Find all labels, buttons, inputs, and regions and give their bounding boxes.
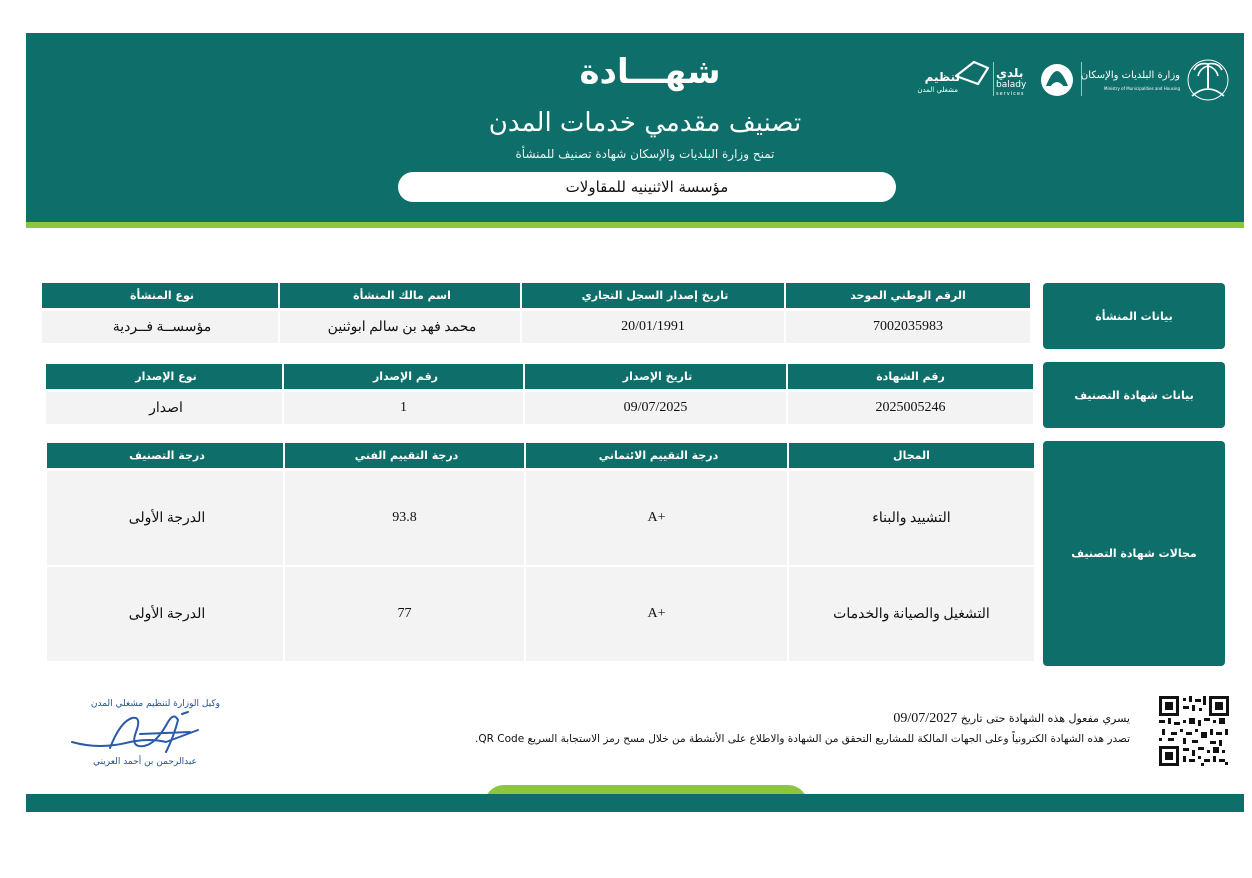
fields-table xyxy=(47,443,1034,661)
footer-band xyxy=(26,794,1244,812)
technical-score-value: 77 xyxy=(285,567,526,661)
fields-section-label: مجالات شهادة التصنيف xyxy=(1043,441,1225,666)
validity-text: يسري مفعول هذه الشهادة حتى تاريخ xyxy=(960,712,1130,725)
validity-statement xyxy=(700,711,1130,727)
entity-name: مؤسسة الاثنينيه للمقاولات xyxy=(398,172,896,202)
logo-divider xyxy=(993,62,994,96)
field-value: التشييد والبناء xyxy=(789,471,1034,567)
tanzeem-logo xyxy=(910,56,990,100)
credit-score-value: A+ xyxy=(526,567,789,661)
ministry-logo xyxy=(1080,58,1238,102)
header-certificate-number: رقم الشهادة xyxy=(788,364,1033,392)
issue-type-value: اصدار xyxy=(46,392,284,424)
qr-code-icon[interactable] xyxy=(1159,696,1229,766)
credit-score-value: A+ xyxy=(526,471,789,567)
ministry-name-en: Ministry of Municipalities and Housing xyxy=(1104,86,1180,91)
header-issue-date: تاريخ الإصدار xyxy=(525,364,788,392)
table-header-row xyxy=(46,364,1033,392)
certificate-table xyxy=(46,364,1033,424)
palm-swords-emblem-icon xyxy=(1186,58,1230,102)
header-classification-grade: درجة التصنيف xyxy=(47,443,285,471)
header-credit-score: درجة التقييم الائتماني xyxy=(526,443,789,471)
owner-name-value: محمد فهد بن سالم ابوثنين xyxy=(280,311,522,343)
certificate-title: شهـــادة xyxy=(579,52,721,92)
balady-emblem-icon xyxy=(1040,63,1074,97)
ministry-name-ar: وزارة البلديات والإسكان xyxy=(1080,70,1180,81)
issue-date-value: 09/07/2025 xyxy=(525,392,788,424)
table-header-row xyxy=(47,443,1034,471)
header-facility-type: نوع المنشأة xyxy=(42,283,280,311)
signer-title: وكيل الوزارة لتنظيم مشغلي المدن xyxy=(90,699,220,709)
header-issue-type: نوع الإصدار xyxy=(46,364,284,392)
header-owner-name: اسم مالك المنشأة xyxy=(280,283,522,311)
facility-section-label: بيانات المنشأة xyxy=(1043,283,1225,349)
technical-score-value: 93.8 xyxy=(285,471,526,567)
facility-type-value: مؤسســة فــردية xyxy=(42,311,280,343)
table-row xyxy=(42,311,1030,343)
cr-issue-date-value: 20/01/1991 xyxy=(522,311,786,343)
classification-grade-value: الدرجة الأولى xyxy=(47,471,285,567)
balady-services: services xyxy=(996,91,1025,97)
field-value: التشغيل والصيانة والخدمات xyxy=(789,567,1034,661)
facility-table xyxy=(42,283,1030,343)
header-technical-score: درجة التقييم الفني xyxy=(285,443,526,471)
certificate-note: تمنح وزارة البلديات والإسكان شهادة تصنيف للمنشأة xyxy=(515,147,775,161)
header-national-number: الرقم الوطني الموحد xyxy=(786,283,1030,311)
tanzeem-name: تنظيم xyxy=(924,70,960,84)
table-row xyxy=(46,392,1033,424)
footer-note: تصدر هذه الشهادة الكترونياً وعلى الجهات المالكة للمشاريع التحقق من الشهادة والاطلاع على الأنشطة من خلال مسح رمز الاستجابة السريع QR Code. xyxy=(475,733,1130,745)
tanzeem-sub: مشغلي المدن xyxy=(917,86,958,94)
header-issue-number: رقم الإصدار xyxy=(284,364,525,392)
table-row xyxy=(47,567,1034,661)
balady-en: balady xyxy=(996,80,1027,90)
classification-grade-value: الدرجة الأولى xyxy=(47,567,285,661)
signer-name: عبدالرحمن بن أحمد العريني xyxy=(93,757,197,767)
certificate-number-value: 2025005246 xyxy=(788,392,1033,424)
table-row xyxy=(47,471,1034,567)
balady-ar: بلدي xyxy=(996,66,1024,80)
issue-number-value: 1 xyxy=(284,392,525,424)
header-cr-issue-date: تاريخ إصدار السجل التجاري xyxy=(522,283,786,311)
header-field: المجال xyxy=(789,443,1034,471)
national-number-value: 7002035983 xyxy=(786,311,1030,343)
table-header-row xyxy=(42,283,1030,311)
certificate-section-label: بيانات شهادة التصنيف xyxy=(1043,362,1225,428)
header-accent-stripe xyxy=(26,222,1244,228)
validity-date: 09/07/2027 xyxy=(893,711,958,726)
balady-logo xyxy=(996,58,1036,98)
certificate-subtitle: تصنيف مقدمي خدمات المدن xyxy=(488,108,802,138)
signature-icon xyxy=(70,708,210,760)
